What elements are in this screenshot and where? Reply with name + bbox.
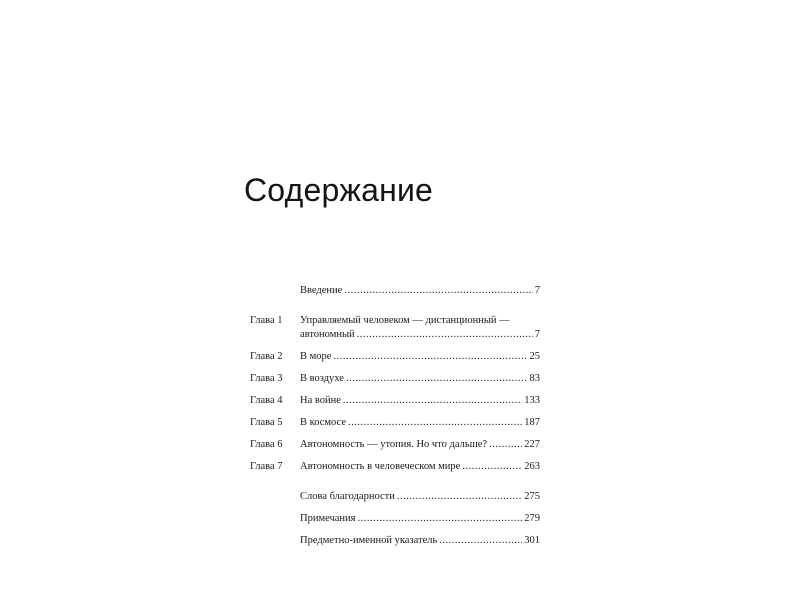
toc-entry-acknowledgements [250,490,540,504]
chapter-label: Глава 3 [250,373,283,384]
toc-entry-chapter-2 [250,350,540,364]
toc-entry-chapter-7 [250,460,540,474]
toc-page-number: 301 [524,535,540,546]
toc-entry-title: Примечания [300,513,356,524]
toc-entry-chapter-5 [250,416,540,430]
toc-entry-title: Введение [300,285,343,296]
dot-leader [333,350,527,364]
toc-page-number: 227 [524,439,540,450]
toc-entry-title: В воздухе [300,373,344,384]
dot-leader [462,460,522,474]
toc-page-number: 133 [524,395,540,406]
dot-leader [357,328,533,342]
dot-leader [489,438,522,452]
toc-page-number: 279 [524,513,540,524]
toc-page-number: 83 [529,373,540,384]
page-title: Содержание [244,172,434,208]
toc-entry-chapter-1 [250,314,540,342]
chapter-label: Глава 2 [250,351,283,362]
dot-leader [439,534,522,548]
toc-entry-chapter-3 [250,372,540,386]
toc-page-number: 187 [524,417,540,428]
toc-entry-chapter-6 [250,438,540,452]
toc-entry-title-continued: автономный [300,329,355,340]
dot-leader [344,284,532,298]
toc-entry-title: Слова благодарности [300,491,395,502]
dot-leader [358,512,523,526]
chapter-label: Глава 7 [250,461,283,472]
toc-entry-notes [250,512,540,526]
toc-entry-title: Автономность в человеческом мире [300,461,461,472]
dot-leader [346,372,528,386]
dot-leader [348,416,522,430]
toc-entry-title: Предметно-именной указатель [300,535,438,546]
table-of-contents [250,284,540,556]
dot-leader [397,490,522,504]
chapter-label: Глава 4 [250,395,283,406]
toc-entry-title: На войне [300,395,341,406]
toc-page-number: 25 [529,351,540,362]
toc-entry-title: Управляемый человеком — дистанционный — [300,315,510,326]
toc-entry-chapter-4 [250,394,540,408]
chapter-label: Глава 1 [250,315,283,326]
toc-entry-title: Автономность — утопия. Но что дальше? [300,439,488,450]
toc-entry-title: В космосе [300,417,346,428]
toc-page-number: 263 [524,461,540,472]
dot-leader [343,394,522,408]
chapter-label: Глава 5 [250,417,283,428]
toc-entry-title: В море [300,351,332,362]
chapter-label: Глава 6 [250,439,283,450]
toc-page-number: 7 [534,285,540,296]
toc-page-number: 7 [534,329,540,340]
toc-entry-intro [250,284,540,298]
toc-entry-index [250,534,540,548]
toc-page-number: 275 [524,491,540,502]
